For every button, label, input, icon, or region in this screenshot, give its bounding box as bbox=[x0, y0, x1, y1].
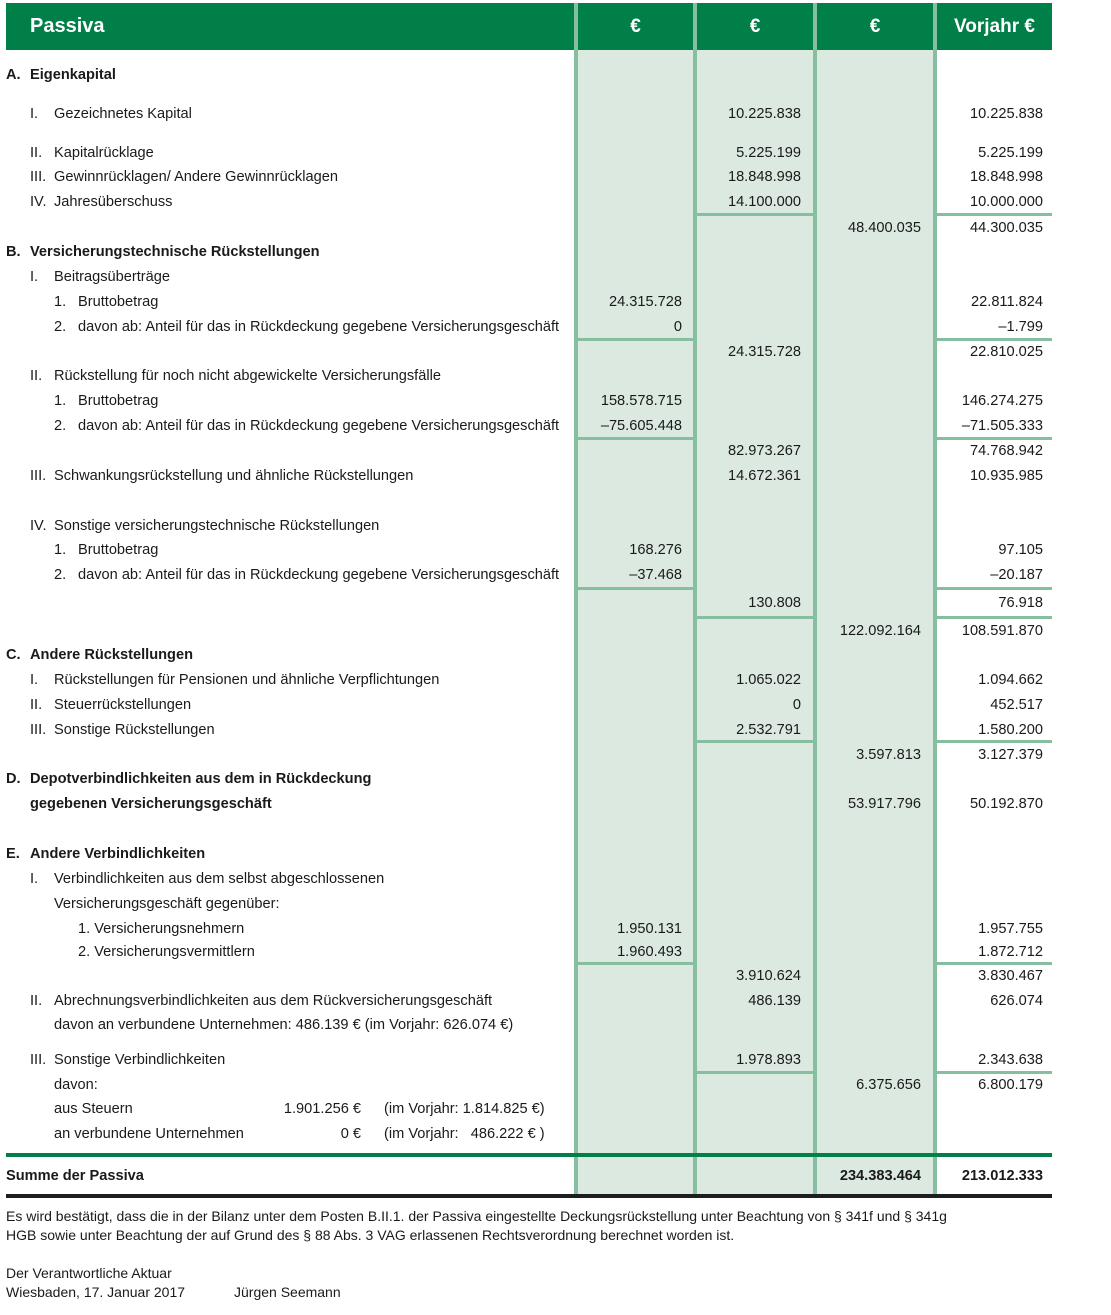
table-row: III. Gewinnrücklagen/ Andere Gewinnrücklagen 18.848.998 18.848.998 bbox=[30, 169, 1043, 185]
subtotal-rule bbox=[937, 587, 1052, 590]
section-e-heading: E. Andere Verbindlichkeiten bbox=[6, 846, 206, 862]
table-row: I. Verbindlichkeiten aus dem selbst abgeschlossenen bbox=[30, 871, 385, 887]
table-row: 2. davon ab: Anteil für das in Rückdeckung gegebene Versicherungsgeschäft 0 –1.799 bbox=[54, 319, 1043, 335]
section-c-heading: C. Andere Rückstellungen bbox=[6, 647, 193, 663]
total-row bbox=[0, 1164, 1111, 1188]
section-d-heading: D. Depotverbindlichkeiten aus dem in Rückdeckung bbox=[6, 771, 372, 787]
column-header-2: € bbox=[749, 16, 761, 37]
table-row: 1. Bruttobetrag 24.315.728 22.811.824 bbox=[54, 294, 1043, 310]
table-row: 2. davon ab: Anteil für das in Rückdeckung gegebene Versicherungsgeschäft –75.605.448 –71.505.333 bbox=[54, 418, 1043, 434]
table-row: II. Steuerrückstellungen 0 452.517 bbox=[30, 697, 1043, 713]
signatory-name: Jürgen Seemann bbox=[234, 1284, 341, 1300]
table-row: I. Rückstellungen für Pensionen und ähnliche Verpflichtungen 1.065.022 1.094.662 bbox=[30, 672, 1043, 688]
table-row: III. Sonstige Verbindlichkeiten 1.978.893 2.343.638 bbox=[30, 1052, 1043, 1068]
subtotal-row: 82.973.267 74.768.942 bbox=[727, 443, 1043, 459]
table-row: I. Gezeichnetes Kapital 10.225.838 10.225.838 bbox=[30, 106, 1043, 122]
table-row: 2. davon ab: Anteil für das in Rückdeckung gegebene Versicherungsgeschäft –37.468 –20.187 bbox=[54, 567, 1043, 583]
subtotal-row: 3.597.813 3.127.379 bbox=[856, 747, 1043, 763]
total-top-rule bbox=[6, 1153, 1052, 1157]
table-row: an verbundene Unternehmen 0 € (im Vorjahr: 486.222 € ) bbox=[54, 1126, 545, 1142]
table-row: III. Sonstige Rückstellungen 2.532.791 1.580.200 bbox=[30, 722, 1043, 738]
subtotal-row: 24.315.728 22.810.025 bbox=[727, 344, 1043, 360]
table-row: IV. Jahresüberschuss 14.100.000 10.000.000 bbox=[30, 194, 1043, 210]
subtotal-row: 122.092.164 108.591.870 bbox=[839, 623, 1043, 639]
subtotal-row: 130.808 76.918 bbox=[748, 595, 1043, 611]
table-row: II. Abrechnungsverbindlichkeiten aus dem Rückversicherungsgeschäft 486.139 626.074 bbox=[30, 993, 1043, 1009]
total-value-vorjahr: 213.012.333 bbox=[961, 1168, 1043, 1184]
total-value: 234.383.464 bbox=[839, 1168, 921, 1184]
table-row: 1. Bruttobetrag 168.276 97.105 bbox=[54, 542, 1043, 558]
actuary-statement-line-1: Es wird bestätigt, dass die in der Bilanz unter dem Posten B.II.1. der Passiva eingestellte Deckungsrückstellung unter Beachtung von § 341f und § 341g bbox=[6, 1208, 947, 1224]
table-row: Versicherungsgeschäft gegenüber: bbox=[54, 896, 280, 912]
table-row: II. Kapitalrücklage 5.225.199 5.225.199 bbox=[30, 145, 1043, 161]
table-row: davon: 6.375.656 6.800.179 bbox=[54, 1077, 1043, 1093]
total-bottom-rule bbox=[6, 1194, 1052, 1198]
table-row: II. Rückstellung für noch nicht abgewickelte Versicherungsfälle bbox=[30, 368, 441, 384]
table-row: I. Beitragsüberträge bbox=[30, 269, 171, 285]
table-row: 2. Versicherungsvermittlern 1.960.493 1.872.712 bbox=[78, 944, 1043, 960]
signatory-role: Der Verantwortliche Aktuar bbox=[6, 1265, 172, 1281]
subtotal-row: 3.910.624 3.830.467 bbox=[736, 968, 1043, 984]
table-row: 1. Bruttobetrag 158.578.715 146.274.275 bbox=[54, 393, 1043, 409]
table-row: 1. Versicherungsnehmern 1.950.131 1.957.755 bbox=[78, 921, 1043, 937]
total-label: Summe der Passiva bbox=[6, 1168, 144, 1184]
column-header-3: € bbox=[869, 16, 881, 37]
table-row: aus Steuern 1.901.256 € (im Vorjahr: 1.814.825 €) bbox=[54, 1101, 545, 1117]
column-header-vorjahr: Vorjahr € bbox=[954, 16, 1035, 37]
section-a-heading: A. Eigenkapital bbox=[6, 67, 116, 83]
table-row: III. Schwankungsrückstellung und ähnliche Rückstellungen 14.672.361 10.935.985 bbox=[30, 468, 1043, 484]
table-header bbox=[6, 3, 1052, 50]
section-b-heading: B. Versicherungstechnische Rückstellungen bbox=[6, 244, 320, 260]
place-date: Wiesbaden, 17. Januar 2017 bbox=[6, 1284, 186, 1300]
subtotal-rule bbox=[578, 587, 693, 590]
table-row: IV. Sonstige versicherungstechnische Rückstellungen bbox=[30, 518, 380, 534]
page-title: Passiva bbox=[30, 15, 105, 37]
column-header-1: € bbox=[630, 16, 641, 37]
table-row: davon an verbundene Unternehmen: 486.139 € (im Vorjahr: 626.074 €) bbox=[54, 1017, 514, 1033]
actuary-statement-line-2: HGB sowie unter Beachtung der auf Grund des § 88 Abs. 3 VAG erlassenen Rechtsverordnung berechnet worden ist. bbox=[6, 1227, 735, 1243]
subtotal-row: 48.400.035 44.300.035 bbox=[847, 220, 1043, 236]
table-row: gegebenen Versicherungsgeschäft 53.917.796 50.192.870 bbox=[30, 796, 1043, 812]
